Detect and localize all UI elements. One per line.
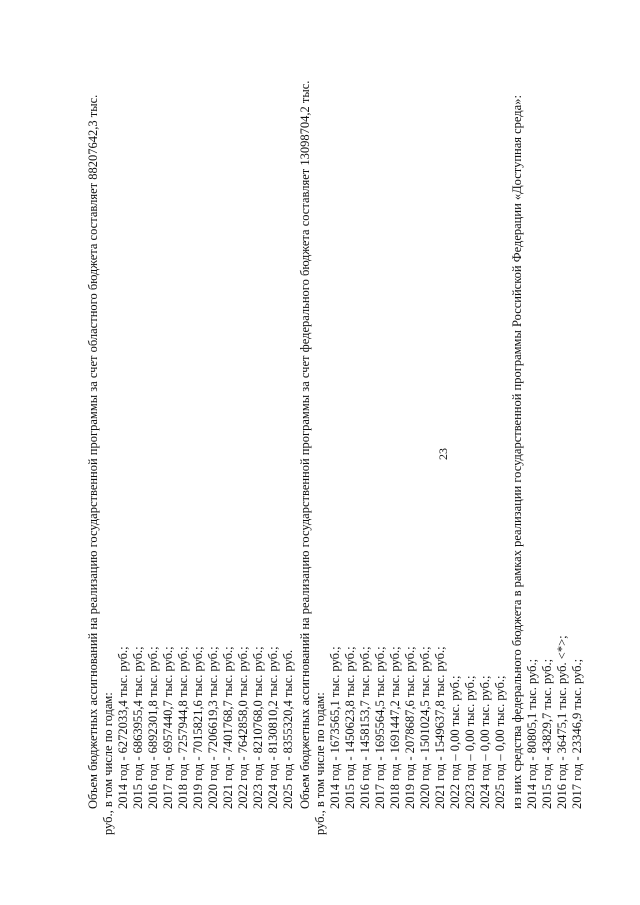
list-item: 2014 год - 1673565,1 тыс. руб.; [328,646,342,809]
list-item: 2018 год - 7257944,8 тыс. руб.; [176,646,190,809]
list-item: 2025 год - 8355320,4 тыс. руб. [281,649,295,809]
list-item: 2022 год – 0,00 тыс. руб.; [448,675,462,809]
list-item: 2020 год - 7206619,3 тыс. руб.; [206,646,220,809]
list-item: 2016 год - 1458153,7 тыс. руб.; [358,646,372,809]
list-item: 2023 год - 8210768,0 тыс. руб.; [251,646,265,809]
list-item: 2015 год - 6863955,4 тыс. руб.; [131,646,145,809]
list-item: 2017 год - 23346,9 тыс. руб.; [570,658,584,809]
page-number: 23 [436,448,450,460]
list-item: 2019 год - 7015821,6 тыс. руб.; [191,646,205,809]
list-item: 2018 год - 1691447,2 тыс. руб.; [388,646,402,809]
federal-budget-cont: руб., в том числе по годам: [313,692,327,835]
list-item: 2022 год - 7642858,0 тыс. руб.; [236,646,250,809]
list-item: 2021 год - 1549637,8 тыс. руб.; [433,646,447,809]
list-item: 2021 год - 7401768,7 тыс. руб.; [221,646,235,809]
list-item: 2023 год – 0,00 тыс. руб.; [463,675,477,809]
list-item: 2017 год - 1695564,5 тыс. руб.; [373,646,387,809]
federal-budget-lead: Объем бюджетных ассигнований на реализацию государственной программы за счет федерального бюджета составляет 13098704,2 тыс. [298,80,312,809]
list-item: 2015 год - 43829,7 тыс. руб.; [540,658,554,809]
list-item: 2015 год - 1450623,8 тыс. руб.; [343,646,357,809]
regional-budget-lead: Объем бюджетных ассигнований на реализацию государственной программы за счет областного бюджета составляет 88207642,3 тыс. [86,94,100,809]
accessible-environment-lead: из них средства федерального бюджета в рамках реализации государственной программы Российской Федерации «Доступная среда»: [510,95,524,809]
list-item: 2014 год - 80805,1 тыс. руб.; [525,658,539,809]
list-item: 2014 год - 6272033,4 тыс. руб.; [116,646,130,809]
list-item: 2025 год – 0,00 тыс. руб.; [493,675,507,809]
regional-budget-cont: руб., в том числе по годам: [101,692,115,835]
list-item: 2024 год – 0,00 тыс. руб.; [478,675,492,809]
list-item: 2017 год - 6957440,7 тыс. руб.; [161,646,175,809]
list-item: 2024 год - 8130810,2 тыс. руб.; [266,646,280,809]
list-item: 2016 год - 36475,1 тыс. руб. <*>; [555,635,569,809]
list-item: 2016 год - 6892301,8 тыс. руб.; [146,646,160,809]
list-item: 2020 год - 1501024,5 тыс. руб.; [418,646,432,809]
list-item: 2019 год - 2078687,6 тыс. руб.; [403,646,417,809]
